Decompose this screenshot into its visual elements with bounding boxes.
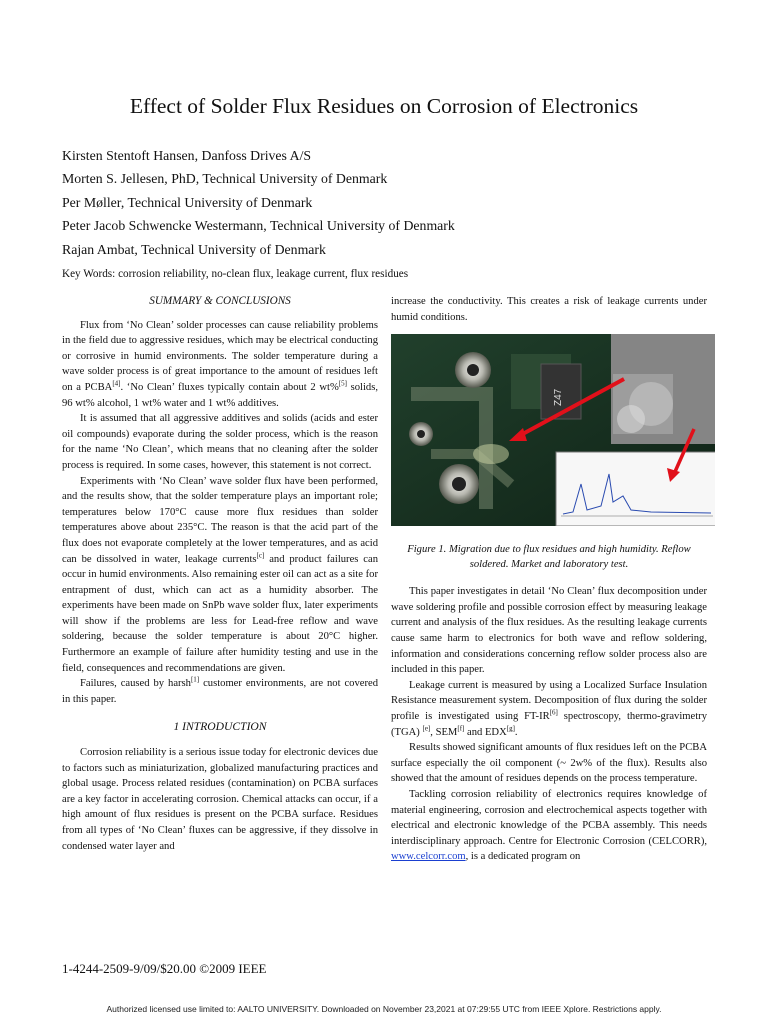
reference-marker: [g] — [506, 724, 515, 732]
summary-paragraph-1: Flux from ‘No Clean’ solder processes can cause reliability problems in the field due to aggressive residues, which may be electrical conducting or corrosive in humid environments. The solder temperature during a wave solder process is of great importance to the amount of residues left on a PCBA[4]. ‘No Clean’ fluxes typically contain about 2 wt%[5] solids, 96 wt% alcohol, 1 wt% water and 1 wt% additives. — [62, 319, 378, 409]
celcorr-link[interactable]: www.celcorr.com — [391, 851, 466, 863]
reference-marker: [c] — [256, 550, 265, 559]
reference-marker: [1] — [190, 675, 200, 684]
author-5: Rajan Ambat, Technical University of Denmark — [62, 241, 326, 257]
summary-paragraph-4: Failures, caused by harsh[1] customer environments, are not covered in this paper. — [62, 675, 378, 705]
authorized-use-notice: Authorized licensed use limited to: AALTO UNIVERSITY. Downloaded on November 23,2021 at 07:29:55 UTC from IEEE Xplore. Restrictions apply. — [106, 1004, 662, 1014]
pcb-photo — [391, 334, 715, 526]
summary-paragraph-2: It is assumed that all aggressive additives and solids (acids and ester oil compounds) evaporate during the solder process, which is the reason for the name ‘No Clean’, which means that no cleaning after the solder process is required. In some cases, however, this statement is not correct. — [62, 413, 378, 471]
summary-heading: SUMMARY & CONCLUSIONS — [149, 295, 291, 307]
svg-text:Z47: Z47 — [553, 388, 564, 407]
left-column — [62, 294, 378, 854]
summary-paragraph-3: Experiments with ‘No Clean’ wave solder flux have been performed, and the results show, that the solder temperature plays an important role; temperatures below 170°C cause more flux residues than solder temperatures above about 235°C. The reason is that the acid part of the flux does not evaporate completely at the lower temperatures, and as acid can be dissolved in water, leakage currents[c] and product failures can occur in humid environments. Also remaining ester oil can act as a site for entrapment of dust, which can act as a humidity absorber. The experiments have been made on SnPb wave solder flux, later experiments will show if the problems are less for Lead-free reflow and wave soldering, because the solder temperature is about 20°C higher. Furthermore an example of failure after humidity testing and use in the field, consequences and recommendations are given. — [62, 475, 378, 674]
author-4: Peter Jacob Schwencke Westermann, Technical University of Denmark — [62, 218, 455, 234]
reference-marker: [4] — [112, 379, 121, 388]
introduction-paragraph-1: Corrosion reliability is a serious issue today for electronic devices due to factors such as miniaturization, globalized manufacturing practices and global usage. Process related residues (contamination) on PCBA surfaces are a key factor in accelerating corrosion. Chemical attacks can occur, if a high amount of flux residues is present on the PCBA surface. Residues from all types of ‘No Clean’ fluxes can be aggressive, if they dissolve in condensed water layer and — [62, 747, 378, 852]
copyright-footer: 1-4244-2509-9/09/$20.00 ©2009 IEEE — [62, 961, 267, 976]
figure-1-caption: Figure 1. Migration due to flux residues and high humidity. Reflow soldered. Market and laboratory test. — [407, 544, 691, 571]
author-3: Per Møller, Technical University of Denmark — [62, 194, 313, 210]
continued-paragraph: increase the conductivity. This creates a risk of leakage currents under humid conditions. — [391, 296, 707, 323]
reference-marker: [f] — [457, 724, 465, 732]
author-list — [62, 144, 455, 261]
author-1: Kirsten Stentoft Hansen, Danfoss Drives A/S — [62, 148, 312, 163]
right-column — [391, 294, 707, 865]
reference-marker: [5] — [338, 379, 347, 388]
right-paragraph-1: This paper investigates in detail ‘No Clean’ flux decomposition under wave soldering profile and possible corrosion effect by measuring leakage current and analysis of the flux residues. As the resulting leakage currents cause same harm to electronics for both wave and reflow soldering, information and considerations concerning reflow solder process also are included in this paper. — [391, 586, 707, 676]
reference-marker: [6] — [549, 708, 558, 717]
reference-marker: [e] — [422, 724, 431, 732]
figure-1-image — [391, 334, 715, 526]
author-2: Morten S. Jellesen, PhD, Technical University of Denmark — [62, 171, 388, 187]
keywords: Key Words: corrosion reliability, no-clean flux, leakage current, flux residues — [62, 268, 409, 280]
right-paragraph-3: Results showed significant amounts of flux residues left on the PCBA surface especially the oil component (~ 2w% of the flux). Results also showed that the amount of residues depends on the process temperature. — [391, 742, 707, 785]
introduction-heading: 1 INTRODUCTION — [173, 720, 267, 734]
right-paragraph-4: Tackling corrosion reliability of electronics requires knowledge of material engineering, corrosion and electrochemical aspects together with electrical and electronic knowledge of the PCBA assembly. This needs interdisciplinary approach. Centre for Electronic Corrosion (CELCORR), www.celcorr.com, is a dedicated program on — [391, 788, 707, 863]
right-paragraph-2: Leakage current is measured by using a Localized Surface Insulation Resistance measurement system. Decomposition of flux during the solder profile is investigated using FT-IR[6] spectroscopy, thermo-gravimetry (TGA) [e], SEM[f] and EDX[g]. — [391, 679, 707, 738]
paper-title: Effect of Solder Flux Residues on Corrosion of Electronics — [129, 94, 639, 118]
